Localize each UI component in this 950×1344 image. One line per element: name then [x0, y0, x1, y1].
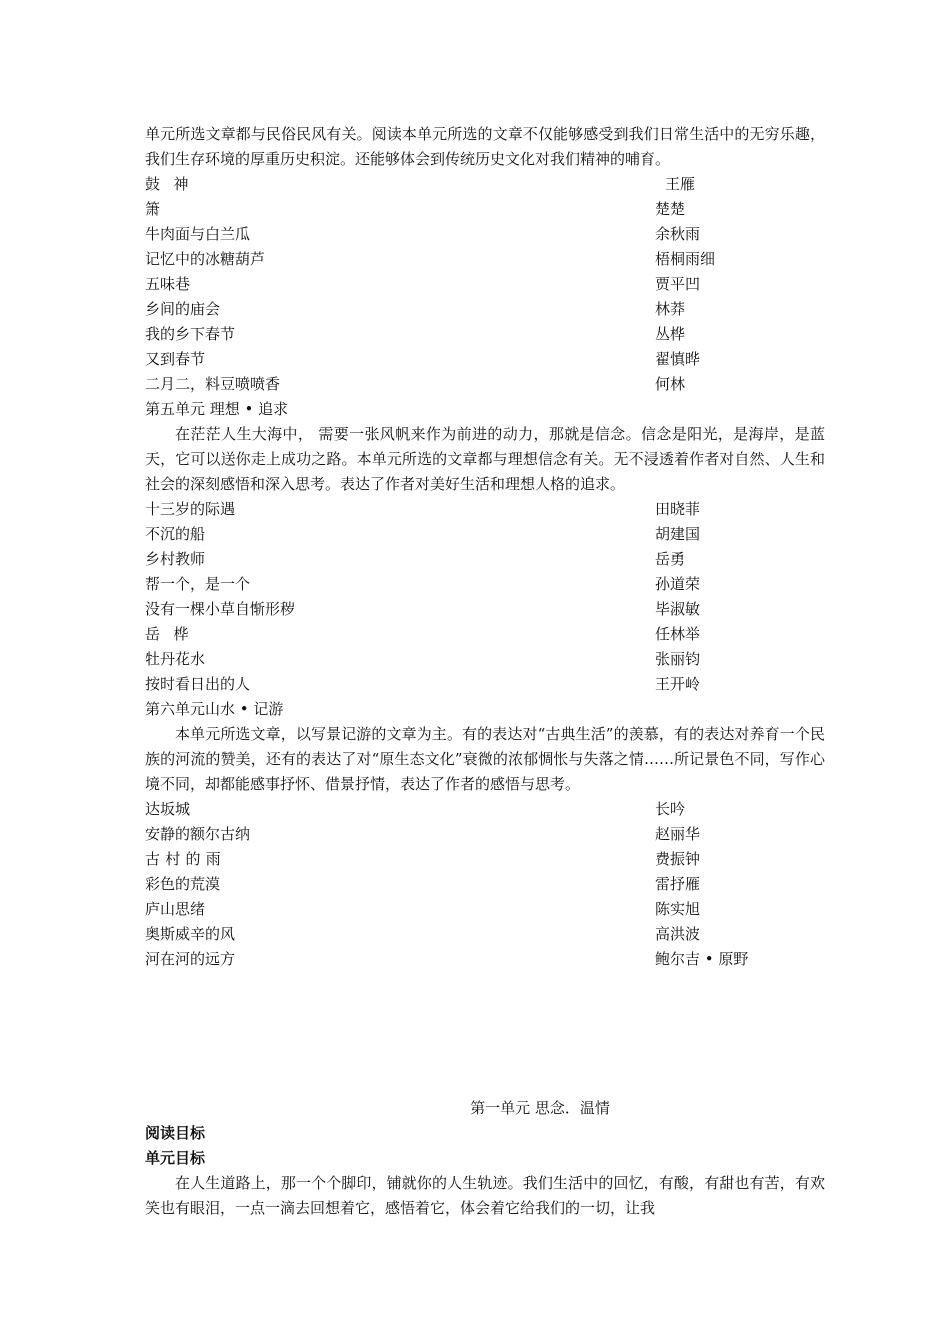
article-row — [145, 497, 825, 522]
article-title: 古村的雨 — [145, 850, 227, 868]
article-row — [145, 597, 825, 622]
article-row — [145, 547, 825, 572]
unit1-section — [145, 1096, 825, 1221]
article-title: 我的乡下春节 — [145, 325, 236, 343]
article-row — [145, 797, 825, 822]
article-author: 任林举 — [655, 625, 701, 643]
article-title: 河在河的远方 — [145, 950, 236, 968]
unit5-article-list — [145, 497, 825, 697]
article-author: 赵丽华 — [655, 825, 701, 843]
article-author: 王开岭 — [655, 675, 701, 693]
article-row — [145, 822, 825, 847]
article-title: 岳桦 — [145, 625, 203, 643]
article-author: 孙道荣 — [655, 575, 701, 593]
article-author: 高洪波 — [655, 925, 701, 943]
article-row — [145, 322, 825, 347]
article-title: 十三岁的际遇 — [145, 500, 236, 518]
article-row — [145, 672, 825, 697]
unit6-intro: 本单元所选文章，以写景记游的文章为主。有的表达对“古典生活”的羡慕，有的表达对养育一个民族的河流的赞美，还有的表达了对“原生态文化”衰微的浓郁惆怅与失落之情……所记景色不同，写作心境不同，却都能感事抒怀、借景抒情，表达了作者的感悟与思考。 — [145, 725, 825, 793]
article-title: 牡丹花水 — [145, 650, 206, 668]
unit-goal-heading: 单元目标 — [145, 1149, 206, 1167]
article-title: 彩色的荒漠 — [145, 875, 221, 893]
unit4-article-list — [145, 172, 825, 397]
article-row — [145, 272, 825, 297]
article-row — [145, 222, 825, 247]
article-title: 庐山思绪 — [145, 900, 206, 918]
article-title: 安静的额尔古纳 — [145, 825, 251, 843]
article-row — [145, 197, 825, 222]
article-row — [145, 922, 825, 947]
article-author: 丛桦 — [655, 325, 686, 343]
unit6-article-list — [145, 797, 825, 972]
article-row — [145, 622, 825, 647]
article-title: 没有一棵小草自惭形秽 — [145, 600, 296, 618]
article-author: 胡建国 — [655, 525, 701, 543]
article-author: 张丽钧 — [655, 650, 701, 668]
article-author: 何林 — [655, 375, 686, 393]
article-author: 林莽 — [655, 300, 686, 318]
unit1-heading: 第一单元 思念．温情 — [470, 1099, 610, 1117]
article-author: 余秋雨 — [655, 225, 701, 243]
article-row — [145, 347, 825, 372]
article-author: 陈实旭 — [655, 900, 701, 918]
unit5-intro: 在茫茫人生大海中， 需要一张风帆来作为前进的动力，那就是信念。信念是阳光，是海岸，是蓝天，它可以送你走上成功之路。本单元所选的文章都与理想信念有关。无不浸透着作者对自然、人生和社会的深刻感悟和深入思考。表达了作者对美好生活和理想人格的追求。 — [145, 425, 825, 493]
article-title: 记忆中的冰糖葫芦 — [145, 250, 266, 268]
unit1-intro: 在人生道路上，那一个个脚印，铺就你的人生轨迹。我们生活中的回忆，有酸，有甜也有苦，有欢笑也有眼泪，一点一滴去回想着它，感悟着它，体会着它给我们的一切，让我 — [145, 1174, 825, 1217]
article-row — [145, 572, 825, 597]
article-row — [145, 947, 825, 972]
article-title: 奥斯威辛的风 — [145, 925, 236, 943]
article-author: 贾平凹 — [655, 275, 701, 293]
article-row — [145, 297, 825, 322]
article-row — [145, 247, 825, 272]
article-author: 梧桐雨细 — [655, 250, 716, 268]
article-row — [145, 897, 825, 922]
article-title: 箫 — [145, 200, 161, 218]
article-row — [145, 847, 825, 872]
article-title: 乡间的庙会 — [145, 300, 221, 318]
article-author: 毕淑敏 — [655, 600, 701, 618]
article-title: 乡村教师 — [145, 550, 206, 568]
article-row — [145, 522, 825, 547]
unit4-intro: 单元所选文章都与民俗民风有关。阅读本单元所选的文章不仅能够感受到我们日常生活中的无穷乐趣，我们生存环境的厚重历史积淀。还能够体会到传统历史文化对我们精神的哺育。 — [145, 125, 825, 168]
article-title: 不沉的船 — [145, 525, 206, 543]
article-title: 牛肉面与白兰瓜 — [145, 225, 251, 243]
article-author: 翟慎晔 — [655, 350, 701, 368]
article-author: 田晓菲 — [655, 500, 701, 518]
article-author: 长吟 — [655, 800, 686, 818]
article-title: 又到春节 — [145, 350, 206, 368]
article-author: 雷抒雁 — [655, 875, 701, 893]
article-title: 按时看日出的人 — [145, 675, 251, 693]
article-author: 鲍尔吉 • 原野 — [655, 950, 749, 968]
article-row — [145, 172, 825, 197]
unit5-heading: 第五单元 理想 • 追求 — [145, 400, 289, 418]
document-page — [145, 122, 825, 972]
reading-goal-heading: 阅读目标 — [145, 1124, 206, 1142]
article-author: 王雁 — [665, 175, 696, 193]
article-title: 达坂城 — [145, 800, 191, 818]
article-author: 楚楚 — [655, 200, 686, 218]
article-title: 鼓神 — [145, 175, 203, 193]
article-row — [145, 372, 825, 397]
article-author: 岳勇 — [655, 550, 686, 568]
article-title: 帮一个，是一个 — [145, 575, 251, 593]
article-title: 五味巷 — [145, 275, 191, 293]
article-row — [145, 647, 825, 672]
article-author: 费振钟 — [655, 850, 701, 868]
unit6-heading: 第六单元山水 • 记游 — [145, 700, 284, 718]
article-row — [145, 872, 825, 897]
article-title: 二月二，料豆喷喷香 — [145, 375, 281, 393]
